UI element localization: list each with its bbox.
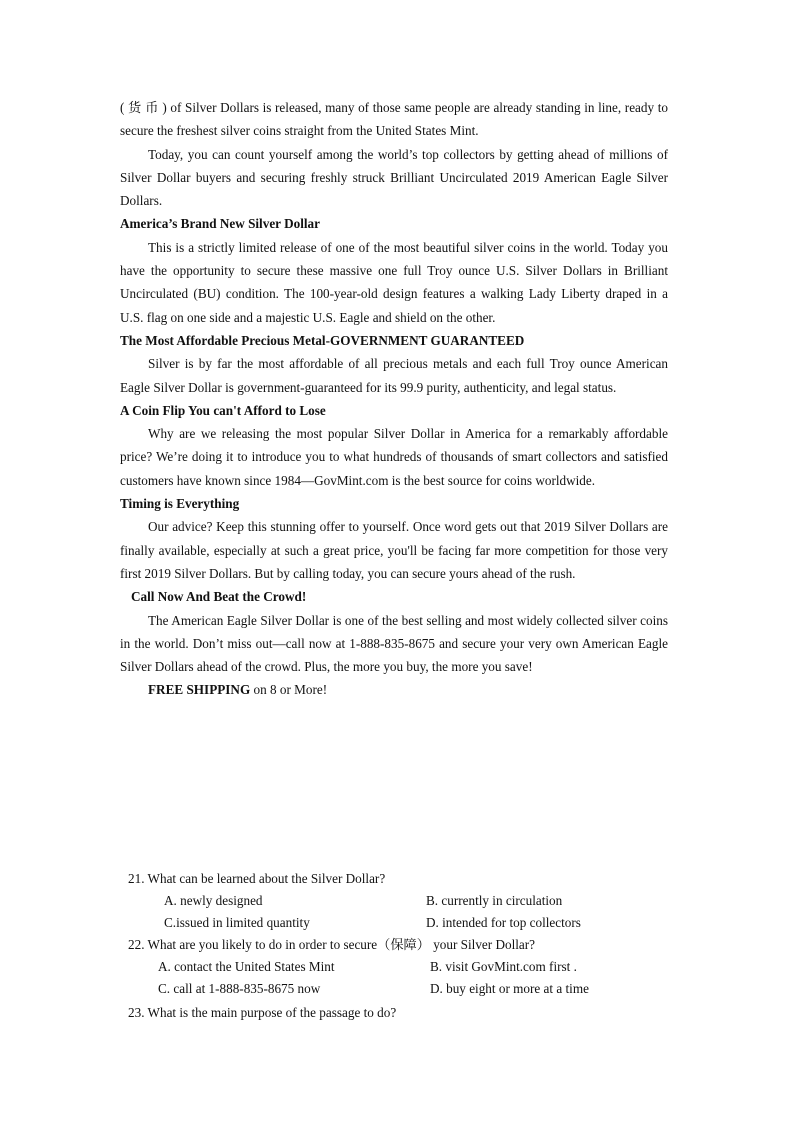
section-body: Why are we releasing the most popular Silver Dollar in America for a remarkably affordable price? We’re doing it to introduce you to what hundreds of thousands of smart collectors and satisfied customers have known since 1984—GovMint.com is the best source for coins worldwide.	[120, 426, 668, 488]
section-heading: The Most Affordable Precious Metal-GOVERNMENT GUARANTEED	[120, 332, 525, 348]
question-list	[128, 868, 648, 1024]
free-shipping-text: on 8 or More!	[250, 682, 328, 698]
option: B. visit GovMint.com first .	[430, 959, 577, 974]
question-stem: 23. What is the main purpose of the passage to do?	[128, 1005, 397, 1020]
section-body: Silver is by far the most affordable of all precious metals and each full Troy ounce American Eagle Silver Dollar is government-guaranteed for its 99.9 purity, authenticity, and legal status.	[120, 356, 668, 395]
option: C.issued in limited quantity	[164, 915, 310, 930]
section-body: Our advice? Keep this stunning offer to yourself. Once word gets out that 2019 Silver Dollars are finally available, especially at such a great price, you'll be facing far more competition for those very first 2019 Silver Dollars. But by calling today, you can secure yours ahead of the rush.	[120, 519, 668, 581]
option-group	[158, 956, 648, 1000]
option: C. call at 1-888-835-8675 now	[158, 981, 321, 996]
section-body: The American Eagle Silver Dollar is one of the best selling and most widely collected silver coins in the world. Don’t miss out—call now at 1-888-835-8675 and secure your very own American Eagle Silver Dollars ahead of the crowd. Plus, the more you buy, the more you save!	[120, 612, 668, 675]
option: D. buy eight or more at a time	[430, 981, 589, 996]
option: D. intended for top collectors	[426, 915, 581, 930]
question-stem: 22. What are you likely to do in order to secure（保障） your Silver Dollar?	[128, 937, 536, 952]
option: A. newly designed	[164, 893, 263, 908]
section-heading: Call Now And Beat the Crowd!	[131, 589, 307, 605]
intro-paragraph: Today, you can count yourself among the world’s top collectors by getting ahead of millions of Silver Dollar buyers and securing freshly struck Brilliant Uncirculated 2019 American Eagle Silver Dollars.	[120, 146, 668, 209]
option: B. currently in circulation	[426, 893, 563, 908]
section-heading: Timing is Everything	[120, 496, 240, 512]
free-shipping-label: FREE SHIPPING	[148, 682, 251, 698]
section-heading: America’s Brand New Silver Dollar	[120, 216, 320, 232]
passage	[120, 96, 668, 702]
option: A. contact the United States Mint	[158, 959, 335, 974]
question-stem: 21. What can be learned about the Silver Dollar?	[128, 871, 386, 886]
section-body: This is a strictly limited release of one of the most beautiful silver coins in the world. Today you have the opportunity to secure these massive one full Troy ounce U.S. Silver Dollars in Brilliant Uncirculated (BU) condition. The 100-year-old design features a walking Lady Liberty draped in a U.S. flag on one side and a majestic U.S. Eagle and shield on the other.	[120, 239, 668, 325]
section-heading: A Coin Flip You can't Afford to Lose	[120, 402, 326, 418]
intro-paragraph: ( 货 币 ) of Silver Dollars is released, many of those same people are already standing in line, ready to secure the freshest silver coins straight from the United States Mint.	[120, 100, 668, 139]
option-group	[164, 890, 648, 934]
free-shipping-line	[120, 678, 668, 701]
